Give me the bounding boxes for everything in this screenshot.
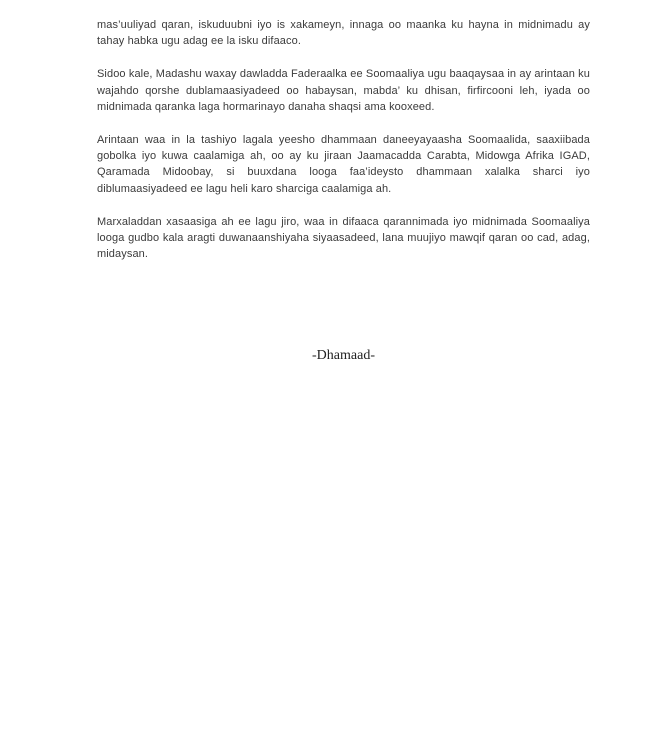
paragraph-1: mas’uuliyad qaran, iskuduubni iyo is xakameyn, innaga oo maanka ku hayna in midnimadu ay tahay habka ugu adag ee la isku difaaco.	[97, 19, 590, 48]
paragraph-4: Marxaladdan xasaasiga ah ee lagu jiro, waa in difaaca qarannimada iyo midnimada Soomaaliya looga gudbo kala aragti duwanaanshiyaha siyaasadeed, lana muujiyo mawqif qaran oo cad, adag, midaysan.	[97, 215, 590, 261]
paragraph-3: Arintaan waa in la tashiyo lagala yeesho dhammaan daneeyayaasha Soomaalida, saaxiibada gobolka iyo kuwa caalamiga ah, oo ay ku jiraan Jaamacadda Carabta, Midowga Afrika IGAD, Qaramada Midoobay, si buuxdana looga faa’ideysto dhammaan xalalka sharci iyo diblumaasiyadeed ee lagu heli karo sharciga caalamiga ah.	[97, 134, 590, 195]
closing-text: -Dhamaad-	[312, 348, 375, 364]
paragraph-2: Sidoo kale, Madashu waxay dawladda Faderaalka ee Soomaaliya ugu baaqaysaa in ay arintaan ku wajahdo qorshe dublamaasiyadeed oo habaysan, mabda’ ku dhisan, firfircooni leh, iyada oo midnimada qaranka laga hormarinayo danaha shaqsi ama kooxeed.	[97, 68, 590, 113]
